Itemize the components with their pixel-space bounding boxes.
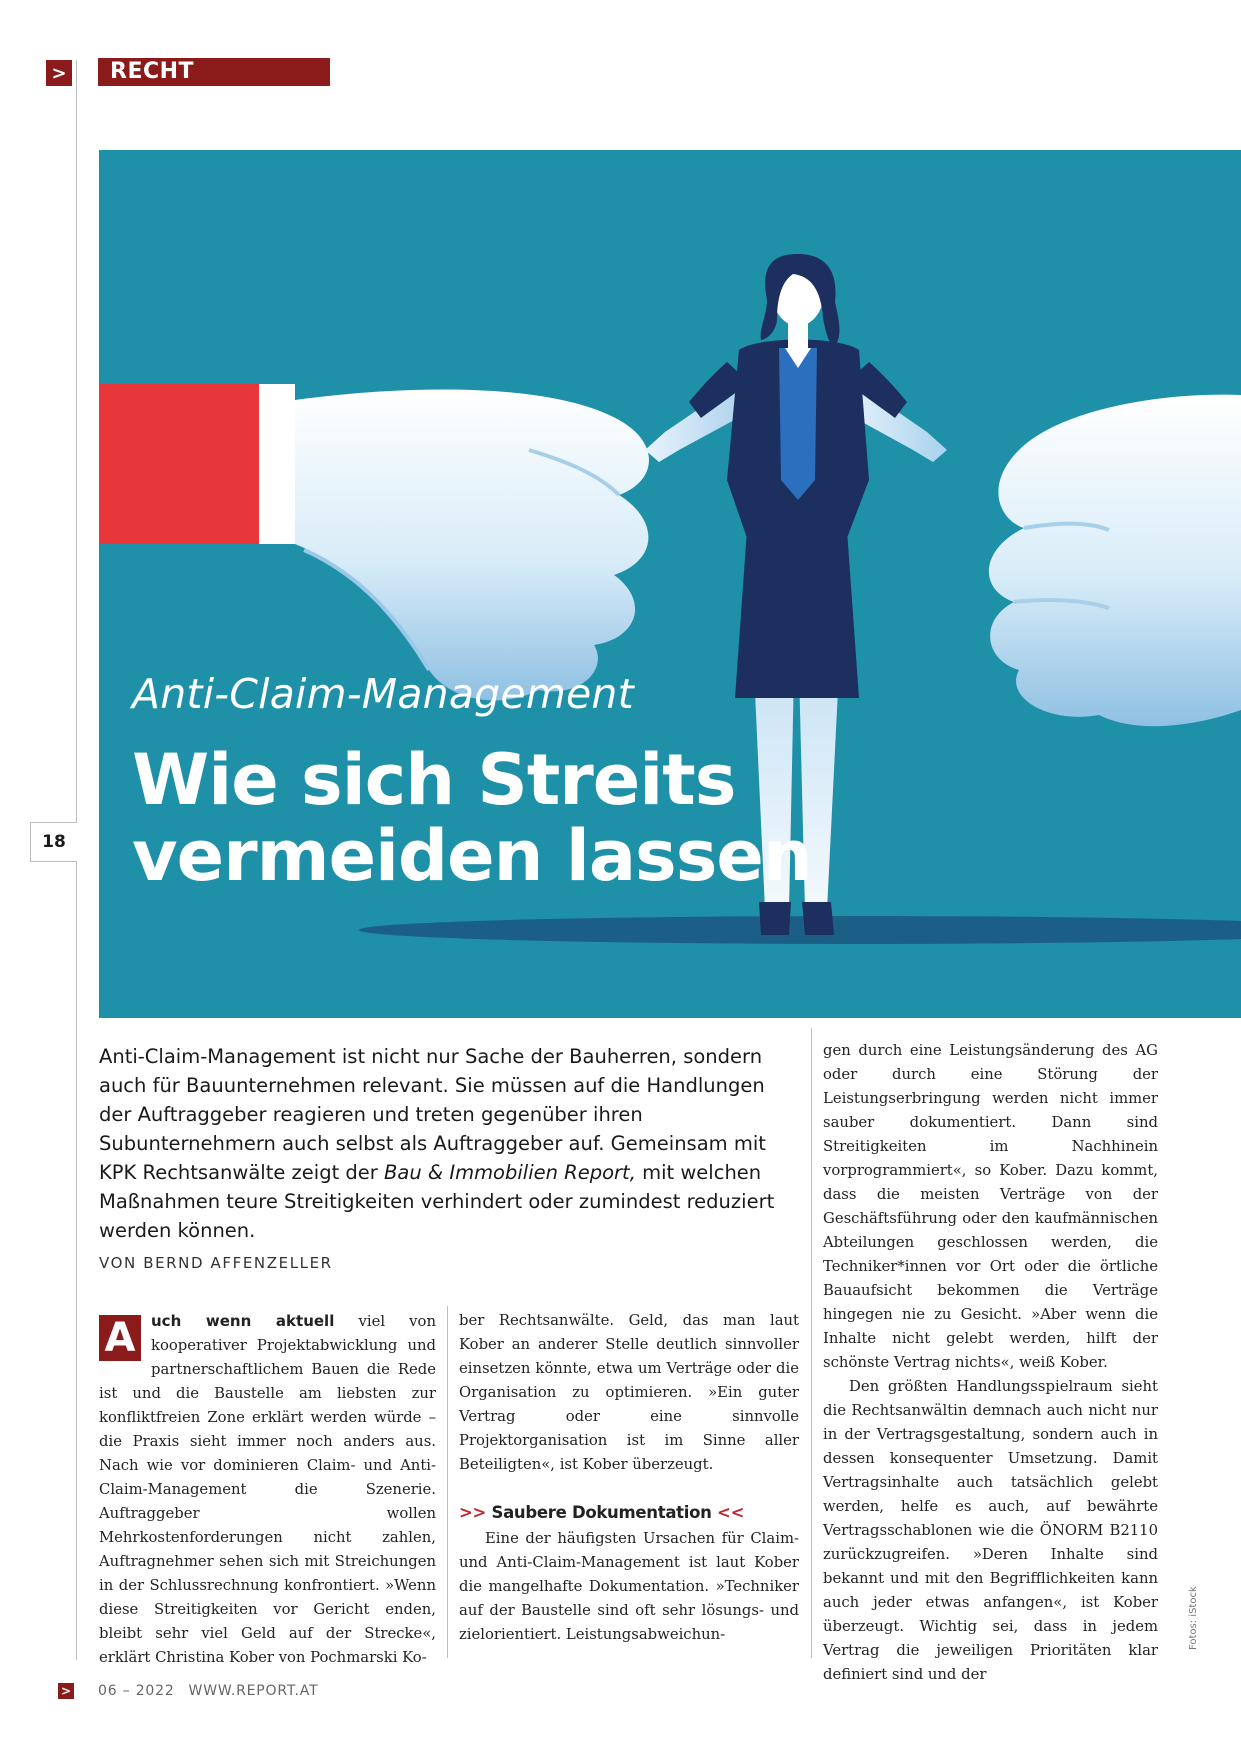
article-headline [132, 739, 812, 897]
left-fist-icon [99, 384, 649, 700]
body-paragraph: Den größten Handlungsspielraum sieht die Rechtsanwältin demnach auch nicht nur in der Vertragsgestaltung, sondern auch in dessen konsequenter Umsetzung. Damit Vertragsinhalte auch tatsächlich gelebt werden, helfe es auch, auf bewährte Vertragsschablonen wie die ÖNORM B2110 zurückzugreifen. »Deren Inhalte sind bekannt und mit den Begrifflichkeiten kann auch jeder etwas anfangen«, ist Kober überzeugt. Wichtig sei, dass in jedem Vertrag die jeweiligen Prioritäten klar definiert sind und der [823, 1378, 1158, 1683]
section-marker-icon: > [46, 60, 72, 86]
headline-line-1: Wie sich Streits [132, 739, 736, 821]
footer-marker-icon: > [58, 1683, 74, 1699]
subhead-right-arrows: << [717, 1503, 745, 1522]
photo-credit: Fotos: iStock [1188, 1586, 1199, 1650]
right-fist-icon [989, 395, 1241, 727]
issue-number: 06 – 2022 [98, 1683, 175, 1699]
section-subhead [459, 1501, 799, 1525]
body-paragraph: ber Rechtsanwälte. Geld, das man laut Kober an anderer Stelle deutlich sinnvoller einsetzen könnte, etwa um Verträge oder die Organisation zu optimieren. »Ein guter Vertrag oder eine sinnvolle Projektorganisation ist im Sinne aller Beteiligten«, ist Kober überzeugt. [459, 1312, 799, 1473]
body-paragraph: gen durch eine Leistungsänderung des AG oder durch eine Störung der Leistungserbringung werden nicht immer sauber dokumentiert. Dann sind Streitigkeiten im Nachhinein vorprogrammiert«, so Kober. Dazu kommt, dass die meisten Verträge von der Geschäftsführung oder den kaufmännischen Abteilungen geschlossen werden, die Techniker*innen vor Ort oder die örtliche Bauaufsicht bekommen die Verträge hingegen nie zu Gesicht. »Aber wenn die Inhalte nicht gelebt werden, hilft der schönste Vertrag nichts«, weiß Kober. [823, 1042, 1158, 1371]
subhead-left-arrows: >> [459, 1503, 487, 1522]
article-lead [99, 1042, 799, 1245]
body-paragraph: Eine der häufigsten Ursachen für Claim- und Anti-Claim-Management ist laut Kober die mangelhafte Dokumentation. »Techniker auf der Baustelle sind oft sehr lösungs- und zielorientiert. Leistungsabweichun- [459, 1530, 799, 1643]
body-paragraph [99, 1309, 436, 1670]
section-banner: RECHT [98, 58, 330, 86]
article-byline: VON BERND AFFENZELLER [99, 1254, 333, 1272]
lead-in: uch wenn aktuell [151, 1312, 335, 1330]
column-divider [447, 1306, 448, 1658]
drop-cap: A [99, 1315, 141, 1361]
lead-text-2: mit welchen Maßnahmen teure Streitigkeiten verhindert oder zumindest reduziert werden können. [99, 1161, 775, 1242]
floor-shadow [359, 916, 1241, 944]
page-footer [98, 1683, 318, 1699]
subhead-text: Saubere Dokumentation [491, 1503, 712, 1522]
website-link[interactable]: WWW.REPORT.AT [188, 1683, 319, 1699]
article-kicker: Anti-Claim-Management [132, 670, 634, 718]
column-divider [811, 1028, 812, 1658]
lead-text-1: Anti-Claim-Management ist nicht nur Sache der Bauherren, sondern auch für Bauunternehmen relevant. Sie müssen auf die Handlungen der Auftraggeber reagieren und treten gegenüber ihren Subunternehmern auch selbst als Auftraggeber auf. Gemeinsam mit KPK Rechtsanwälte zeigt der [99, 1045, 766, 1184]
paragraph-text: viel von kooperativer Projektabwicklung und partnerschaftlichem Bauen die Rede ist und die Baustelle am liebsten zur konfliktfreien Zone erklärt werden würde – die Praxis sieht immer noch anders aus. Nach wie vor dominieren Claim- und Anti-Claim-Management die Szenerie. Auftraggeber wollen Mehrkostenforderungen nicht zahlen, Auftragnehmer sehen sich mit Streichungen in der Schlussrechnung konfrontiert. »Wenn diese Streitigkeiten vor Gericht enden, bleibt sehr viel Geld auf der Strecke«, erklärt Christina Kober von Pochmarski Ko- [99, 1313, 436, 1666]
publication-name: Bau & Immobilien Report, [384, 1161, 636, 1184]
page-number: 18 [30, 822, 77, 862]
body-column-3 [823, 1039, 1158, 1687]
headline-line-2: vermeiden lassen [132, 815, 812, 897]
body-column-1 [99, 1309, 436, 1670]
body-column-2 [459, 1309, 799, 1647]
